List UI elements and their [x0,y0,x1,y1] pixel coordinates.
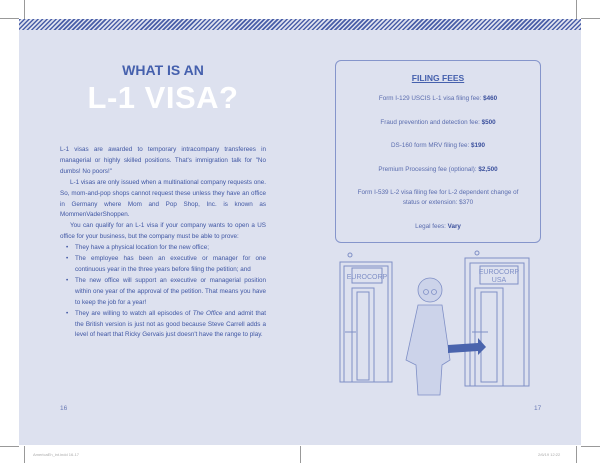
box-title: FILING FEES [411,73,465,83]
fee-item [336,141,540,151]
fee-value: $190 [471,142,486,149]
fee-item [336,188,540,208]
crop-mark [300,446,301,463]
crop-mark [581,18,600,19]
businesswoman-figure [406,278,450,395]
arrow-icon [448,338,486,355]
right-door-sign: USA [491,277,507,284]
show-title: The Office [192,309,223,317]
list-text: They are willing to watch all episodes of [75,309,193,317]
crop-mark [0,18,19,19]
filing-fees-box [335,60,541,243]
page-number-left: 16 [60,405,68,412]
slug-right: 2/6/19 12:22 [538,452,561,457]
fee-value: $500 [481,118,496,126]
list-item: • The employee has been an executive or manager for one continuous year in the three years before filing the petition; and [66,254,266,276]
heading-large: L-1 VISA? [87,80,239,115]
crop-mark [576,446,577,463]
crop-mark [0,446,19,447]
fee-label: Form I-129 USCIS L-1 visa filing fee: [378,95,484,102]
fee-label: Premium Processing fee (optional): [378,165,479,173]
fee-label: Form I-539 L-2 visa filing fee for L-2 dependent change of status or extension: [357,189,519,206]
list-item: • They have a physical location for the new office; [66,243,266,254]
list-item: • The new office will support an executive or managerial position within one year of the approval of the petition. That means you have to keep the job for a year! [66,276,266,309]
fee-value: Vary [447,222,461,230]
fee-item [336,94,540,104]
crop-mark [24,0,25,19]
fee-item [336,222,540,232]
fee-value: $460 [483,95,498,102]
fee-label: Fraud prevention and detection fee: [380,118,482,126]
body-text [60,145,266,341]
crop-mark [24,446,25,463]
requirements-list [66,243,266,341]
fee-label: Legal fees: [415,222,448,230]
crop-mark [581,446,600,447]
paragraph: You can qualify for an L-1 visa if your company wants to open a US office for your business, but the company must be able to prove: [60,222,266,241]
left-door-sign: EUROCORP [346,274,388,281]
list-item [66,309,266,342]
fee-item [336,118,540,128]
fee-label: DS-160 form MRV filing fee: [390,142,471,149]
paragraph: L-1 visas are only issued when a multinational company requests one. So, mom-and-pop shops cannot request these unless they have an office in Germany where Mom and Pop Shop, Inc. is known as MommenVaderShoppen. [60,178,266,219]
heading-small: WHAT IS AN [122,62,204,78]
office-doors-illustration [330,250,550,400]
fee-value: $370 [459,199,474,206]
crop-mark [576,0,577,19]
page-number-right: 17 [534,405,542,412]
striped-header-band [19,19,581,30]
paragraph: L-1 visas are awarded to temporary intracompany transferees in managerial or highly skilled positions. That's immigration talk for "No dumbs! No poors!" [60,146,266,175]
left-door [340,253,392,382]
right-door-sign: EUROCORP [478,269,520,276]
slug-left: AmericaEh_int.indd 16-17 [33,452,80,457]
list-text: and admit that the British version is just not as good because Steve Carrell adds a level of heart that Ricky Gervais just doesn't have the range to play. [75,309,267,339]
fee-value: $2,500 [478,165,498,173]
fee-item [336,165,540,175]
